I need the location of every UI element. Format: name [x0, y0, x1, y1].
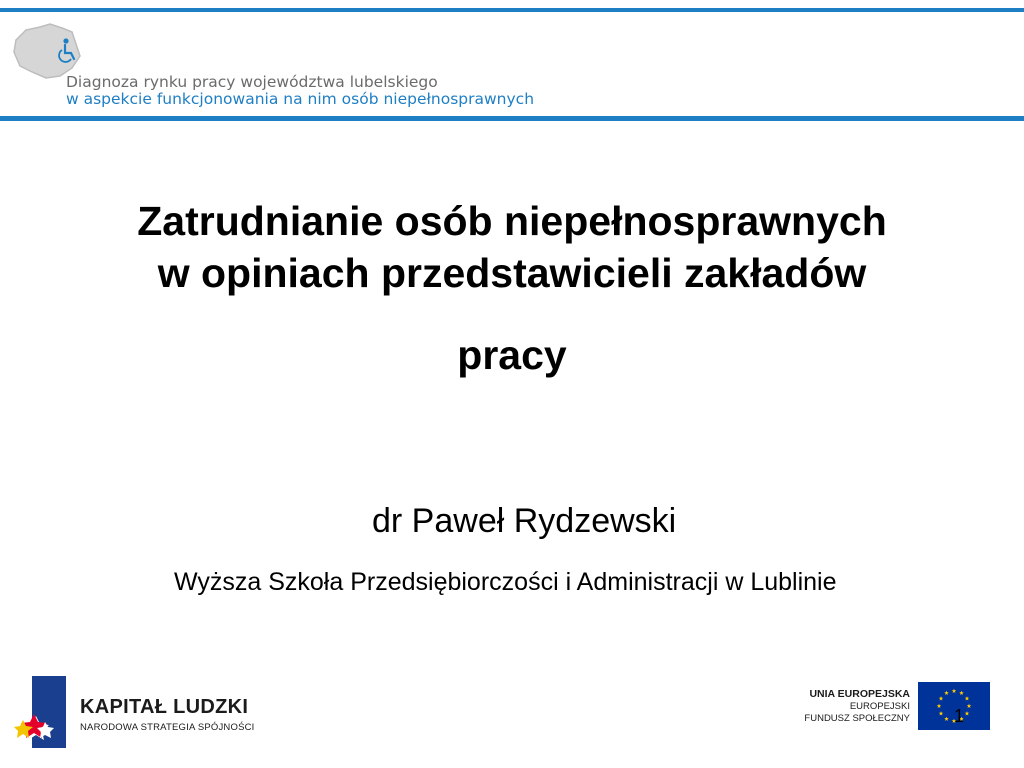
slide-title-line-2: w opiniach przedstawicieli zakładów	[157, 250, 867, 296]
kapital-ludzki-subtitle: NARODOWA STRATEGIA SPÓJNOŚCI	[80, 722, 255, 733]
header-title-line-2: w aspekcie funkcjonowania na nim osób niepełnosprawnych	[66, 90, 535, 108]
slide-title	[60, 195, 964, 381]
header-title-line-1: Diagnoza rynku pracy województwa lubelskiego	[66, 73, 438, 91]
slide-title-line-3: pracy	[457, 332, 567, 378]
author-name: dr Paweł Rydzewski	[372, 502, 677, 540]
slide-number: 1	[954, 706, 965, 726]
eu-fund-line-2: FUNDUSZ SPOŁECZNY	[804, 713, 910, 724]
header-bottom-rule	[0, 116, 1024, 121]
eu-fund-line-1: EUROPEJSKI	[849, 701, 910, 712]
author-affiliation: Wyższa Szkoła Przedsiębiorczości i Administracji w Lublinie	[174, 568, 837, 596]
header-top-rule	[0, 8, 1024, 12]
eu-name: UNIA EUROPEJSKA	[809, 688, 910, 700]
kapital-ludzki-star-icon	[14, 676, 70, 748]
slide-title-line-1: Zatrudnianie osób niepełnosprawnych	[137, 198, 887, 244]
kapital-ludzki-name: KAPITAŁ LUDZKI	[80, 696, 249, 718]
map-wheelchair-icon	[10, 22, 86, 80]
